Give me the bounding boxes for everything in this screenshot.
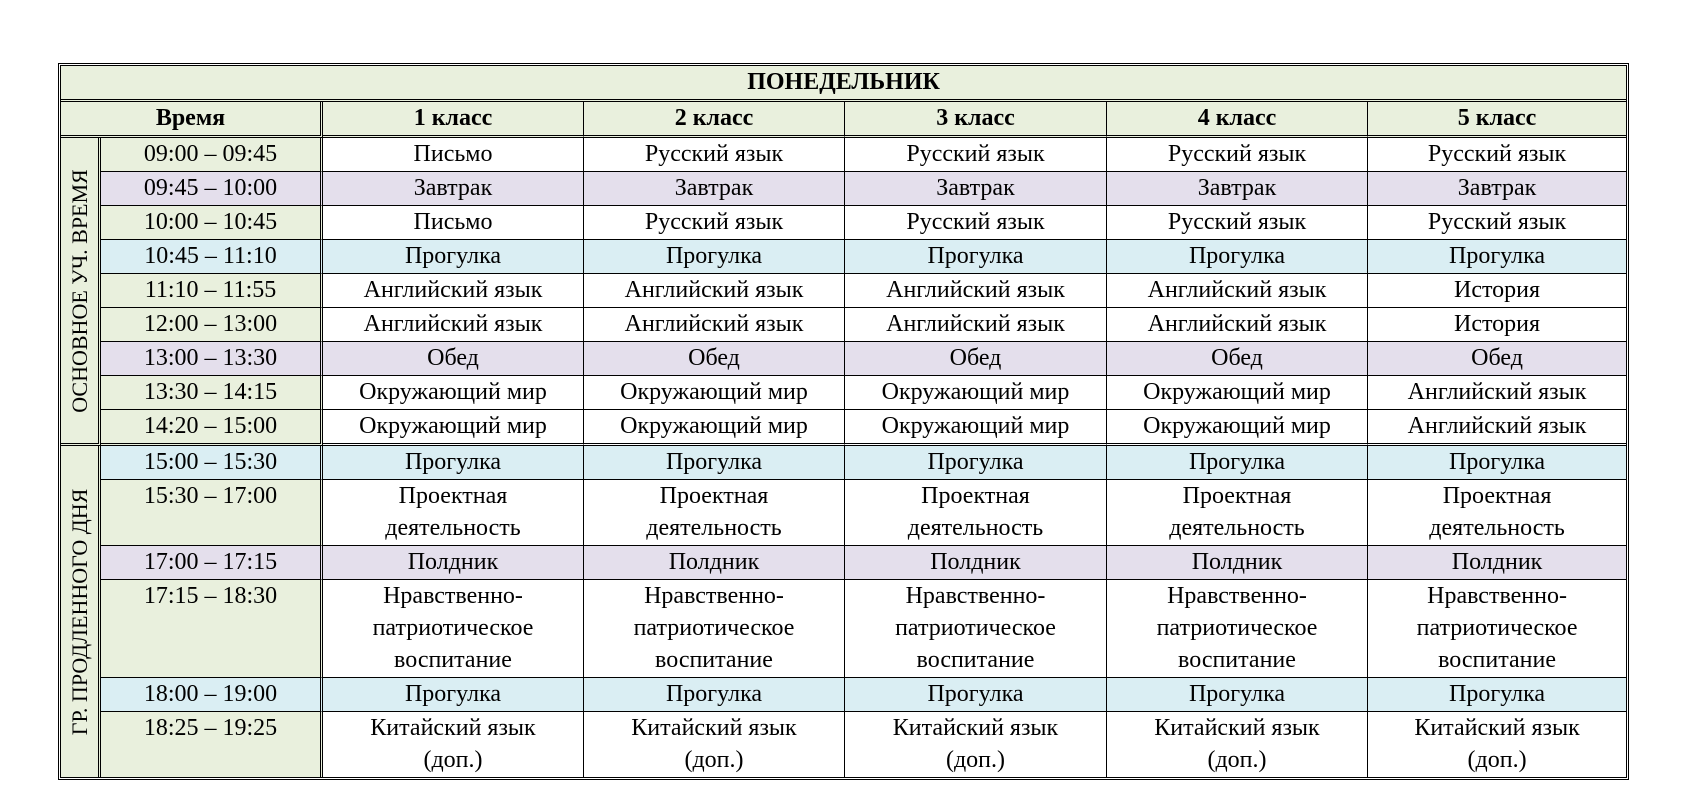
class-3-cell — [845, 580, 1107, 678]
cell-text-line: Прогулка — [927, 449, 1024, 475]
class-3-cell — [845, 712, 1107, 777]
cell-text-line: История — [1454, 311, 1541, 337]
class-4-cell — [1107, 138, 1368, 172]
cell-text-line: Английский язык — [1407, 379, 1587, 405]
class-5-cell — [1368, 546, 1626, 580]
cell-text-line: Прогулка — [665, 243, 763, 269]
table-row — [61, 410, 1626, 446]
class-4-cell — [1107, 308, 1368, 342]
class-3-cell — [845, 376, 1107, 410]
cell-text-line: Завтрак — [936, 175, 1015, 201]
class-4-cell — [1107, 342, 1368, 376]
cell-text-line: воспитание — [394, 647, 512, 673]
time-cell: 09:00 – 09:45 — [101, 138, 323, 172]
class-1-cell — [323, 546, 584, 580]
cell-text-line: Проектная — [659, 483, 769, 509]
cell-text-line: (доп.) — [945, 747, 1006, 773]
class-5-cell — [1368, 678, 1626, 712]
cell-text-line: Проектная — [398, 483, 508, 509]
table-row — [61, 240, 1626, 274]
cell-text-line: Английский язык — [363, 277, 543, 303]
cell-text-line: патриотическое — [1156, 615, 1318, 641]
class-4-cell — [1107, 240, 1368, 274]
class-1-cell — [323, 712, 584, 777]
class-1-cell — [323, 376, 584, 410]
column-header-time: Время — [61, 102, 323, 138]
table-row — [61, 678, 1626, 712]
cell-text-line: Окружающий мир — [1143, 379, 1331, 405]
time-cell: 17:00 – 17:15 — [101, 546, 323, 580]
table-row — [61, 376, 1626, 410]
time-cell: 18:25 – 19:25 — [101, 712, 323, 777]
table-row — [61, 446, 1626, 480]
time-cell: 13:00 – 13:30 — [101, 342, 323, 376]
cell-text-line: Английский язык — [886, 311, 1065, 337]
time-cell: 11:10 – 11:55 — [101, 274, 323, 308]
time-cell: 18:00 – 19:00 — [101, 678, 323, 712]
cell-text-line: деятельность — [646, 515, 782, 541]
cell-text-line: Нравственно- — [644, 583, 784, 609]
class-3-cell — [845, 342, 1107, 376]
column-header-class-2: 2 класс — [584, 102, 845, 138]
section-label — [61, 138, 101, 446]
cell-text-line: Нравственно- — [1427, 583, 1567, 609]
cell-text-line: воспитание — [916, 647, 1035, 673]
table-row — [61, 342, 1626, 376]
table-row — [61, 172, 1626, 206]
cell-text-line: Русский язык — [644, 209, 784, 235]
cell-text-line: патриотическое — [1416, 615, 1578, 641]
class-4-cell — [1107, 712, 1368, 777]
table-row — [61, 580, 1626, 678]
time-cell: 10:45 – 11:10 — [101, 240, 323, 274]
cell-text-line: Русский язык — [1427, 141, 1567, 167]
cell-text-line: Завтрак — [413, 175, 493, 201]
class-5-cell — [1368, 580, 1626, 678]
cell-text-line: Обед — [427, 345, 479, 371]
cell-text-line: Обед — [949, 345, 1002, 371]
class-5-cell — [1368, 376, 1626, 410]
class-1-cell — [323, 580, 584, 678]
cell-text-line: Китайский язык — [1414, 715, 1580, 741]
column-header-class-5: 5 класс — [1368, 102, 1626, 138]
cell-text-line: История — [1454, 277, 1541, 303]
cell-text-line: деятельность — [907, 515, 1044, 541]
cell-text-line: Английский язык — [1407, 413, 1587, 439]
cell-text-line: патриотическое — [895, 615, 1056, 641]
class-5-cell — [1368, 172, 1626, 206]
cell-text-line: Китайский язык — [892, 715, 1059, 741]
cell-text-line: Обед — [1471, 345, 1523, 371]
cell-text-line: Окружающий мир — [1143, 413, 1331, 439]
class-5-cell — [1368, 712, 1626, 777]
cell-text-line: деятельность — [1169, 515, 1305, 541]
cell-text-line: Окружающий мир — [620, 413, 808, 439]
class-2-cell — [584, 678, 845, 712]
cell-text-line: Проектная — [1442, 483, 1552, 509]
class-1-cell — [323, 274, 584, 308]
class-5-cell — [1368, 138, 1626, 172]
class-5-cell — [1368, 446, 1626, 480]
time-cell: 14:20 – 15:00 — [101, 410, 323, 446]
class-2-cell — [584, 342, 845, 376]
cell-text-line: Русский язык — [1167, 209, 1307, 235]
cell-text-line: патриотическое — [372, 615, 534, 641]
class-3-cell — [845, 206, 1107, 240]
class-2-cell — [584, 138, 845, 172]
class-1-cell — [323, 138, 584, 172]
cell-text-line: Английский язык — [363, 311, 543, 337]
column-header-class-4: 4 класс — [1107, 102, 1368, 138]
section-label-text: ГР. ПРОДЛЕННОГО ДНЯ — [66, 488, 92, 735]
cell-text-line: Английский язык — [624, 277, 804, 303]
cell-text-line: Полдник — [930, 549, 1021, 575]
cell-text-line: (доп.) — [684, 747, 744, 773]
cell-text-line: Прогулка — [1449, 243, 1546, 269]
cell-text-line: деятельность — [1429, 515, 1565, 541]
table-row — [61, 480, 1626, 546]
class-2-cell — [584, 546, 845, 580]
cell-text-line: Письмо — [413, 141, 493, 167]
class-4-cell — [1107, 206, 1368, 240]
class-1-cell — [323, 342, 584, 376]
cell-text-line: Английский язык — [886, 277, 1065, 303]
cell-text-line: Прогулка — [1188, 243, 1286, 269]
time-cell: 15:00 – 15:30 — [101, 446, 323, 480]
time-cell: 09:45 – 10:00 — [101, 172, 323, 206]
time-cell: 10:00 – 10:45 — [101, 206, 323, 240]
class-2-cell — [584, 580, 845, 678]
cell-text-line: Русский язык — [1427, 209, 1567, 235]
table-row — [61, 546, 1626, 580]
class-5-cell — [1368, 410, 1626, 446]
cell-text-line: Окружающий мир — [359, 413, 547, 439]
class-4-cell — [1107, 376, 1368, 410]
cell-text-line: Прогулка — [665, 681, 763, 707]
cell-text-line: Прогулка — [665, 449, 763, 475]
cell-text-line: Прогулка — [1449, 681, 1546, 707]
class-2-cell — [584, 480, 845, 546]
cell-text-line: Окружающий мир — [881, 413, 1070, 439]
schedule-table — [58, 63, 1629, 780]
cell-text-line: Английский язык — [624, 311, 804, 337]
class-2-cell — [584, 240, 845, 274]
class-2-cell — [584, 172, 845, 206]
time-cell: 15:30 – 17:00 — [101, 480, 323, 546]
column-header-class-1: 1 класс — [323, 102, 584, 138]
class-1-cell — [323, 308, 584, 342]
cell-text-line: (доп.) — [1207, 747, 1267, 773]
cell-text-line: Прогулка — [404, 243, 502, 269]
class-3-cell — [845, 678, 1107, 712]
cell-text-line: деятельность — [385, 515, 521, 541]
cell-text-line: Письмо — [413, 209, 493, 235]
section-label — [61, 446, 101, 777]
title-row — [61, 66, 1626, 102]
cell-text-line: Прогулка — [404, 449, 502, 475]
cell-text-line: Прогулка — [1188, 449, 1286, 475]
class-3-cell — [845, 138, 1107, 172]
class-5-cell — [1368, 342, 1626, 376]
cell-text-line: Проектная — [921, 483, 1030, 509]
cell-text-line: Китайский язык — [370, 715, 536, 741]
class-1-cell — [323, 480, 584, 546]
class-1-cell — [323, 410, 584, 446]
class-3-cell — [845, 274, 1107, 308]
table-row — [61, 274, 1626, 308]
class-4-cell — [1107, 546, 1368, 580]
class-1-cell — [323, 678, 584, 712]
cell-text-line: Китайский язык — [1154, 715, 1320, 741]
cell-text-line: Завтрак — [1457, 175, 1537, 201]
cell-text-line: Прогулка — [404, 681, 502, 707]
class-4-cell — [1107, 480, 1368, 546]
cell-text-line: Проектная — [1182, 483, 1292, 509]
cell-text-line: Русский язык — [644, 141, 784, 167]
cell-text-line: Английский язык — [1147, 277, 1327, 303]
class-2-cell — [584, 308, 845, 342]
class-2-cell — [584, 376, 845, 410]
class-5-cell — [1368, 240, 1626, 274]
header-row — [61, 102, 1626, 138]
cell-text-line: (доп.) — [1467, 747, 1527, 773]
cell-text-line: Русский язык — [1167, 141, 1307, 167]
cell-text-line: Полдник — [1191, 549, 1283, 575]
schedule-container — [58, 63, 1623, 780]
cell-text-line: Китайский язык — [631, 715, 797, 741]
cell-text-line: Прогулка — [1449, 449, 1546, 475]
cell-text-line: Нравственно- — [383, 583, 523, 609]
cell-text-line: Окружающий мир — [359, 379, 547, 405]
cell-text-line: воспитание — [1438, 647, 1556, 673]
cell-text-line: Обед — [688, 345, 740, 371]
time-cell: 13:30 – 14:15 — [101, 376, 323, 410]
class-4-cell — [1107, 678, 1368, 712]
class-3-cell — [845, 410, 1107, 446]
cell-text-line: Завтрак — [674, 175, 754, 201]
cell-text-line: Завтрак — [1197, 175, 1277, 201]
class-5-cell — [1368, 274, 1626, 308]
cell-text-line: Нравственно- — [905, 583, 1046, 609]
cell-text-line: Полдник — [1451, 549, 1543, 575]
class-4-cell — [1107, 446, 1368, 480]
cell-text-line: Полдник — [407, 549, 499, 575]
class-5-cell — [1368, 206, 1626, 240]
class-4-cell — [1107, 580, 1368, 678]
table-row — [61, 308, 1626, 342]
column-header-class-3: 3 класс — [845, 102, 1107, 138]
class-4-cell — [1107, 410, 1368, 446]
class-3-cell — [845, 308, 1107, 342]
class-4-cell — [1107, 172, 1368, 206]
class-2-cell — [584, 206, 845, 240]
class-1-cell — [323, 172, 584, 206]
cell-text-line: воспитание — [655, 647, 773, 673]
cell-text-line: воспитание — [1178, 647, 1296, 673]
class-1-cell — [323, 240, 584, 274]
cell-text-line: Окружающий мир — [620, 379, 808, 405]
time-cell: 12:00 – 13:00 — [101, 308, 323, 342]
class-1-cell — [323, 206, 584, 240]
cell-text-line: патриотическое — [633, 615, 795, 641]
cell-text-line: Прогулка — [1188, 681, 1286, 707]
cell-text-line: Нравственно- — [1167, 583, 1307, 609]
class-3-cell — [845, 546, 1107, 580]
class-2-cell — [584, 410, 845, 446]
table-row — [61, 138, 1626, 172]
class-2-cell — [584, 274, 845, 308]
class-4-cell — [1107, 274, 1368, 308]
class-2-cell — [584, 446, 845, 480]
section-label-text: ОСНОВНОЕ УЧ. ВРЕМЯ — [66, 168, 92, 413]
class-2-cell — [584, 712, 845, 777]
class-3-cell — [845, 480, 1107, 546]
schedule-body — [61, 138, 1626, 777]
time-cell: 17:15 – 18:30 — [101, 580, 323, 678]
cell-text-line: Полдник — [668, 549, 760, 575]
cell-text-line: Обед — [1211, 345, 1263, 371]
class-5-cell — [1368, 480, 1626, 546]
cell-text-line: Прогулка — [927, 681, 1024, 707]
cell-text-line: Английский язык — [1147, 311, 1327, 337]
table-row — [61, 712, 1626, 777]
class-5-cell — [1368, 308, 1626, 342]
class-3-cell — [845, 172, 1107, 206]
class-3-cell — [845, 240, 1107, 274]
class-1-cell — [323, 446, 584, 480]
cell-text-line: Русский язык — [906, 209, 1045, 235]
cell-text-line: (доп.) — [423, 747, 483, 773]
day-title: ПОНЕДЕЛЬНИК — [61, 66, 1626, 102]
cell-text-line: Окружающий мир — [881, 379, 1070, 405]
class-3-cell — [845, 446, 1107, 480]
table-row — [61, 206, 1626, 240]
cell-text-line: Прогулка — [927, 243, 1024, 269]
cell-text-line: Русский язык — [906, 141, 1045, 167]
